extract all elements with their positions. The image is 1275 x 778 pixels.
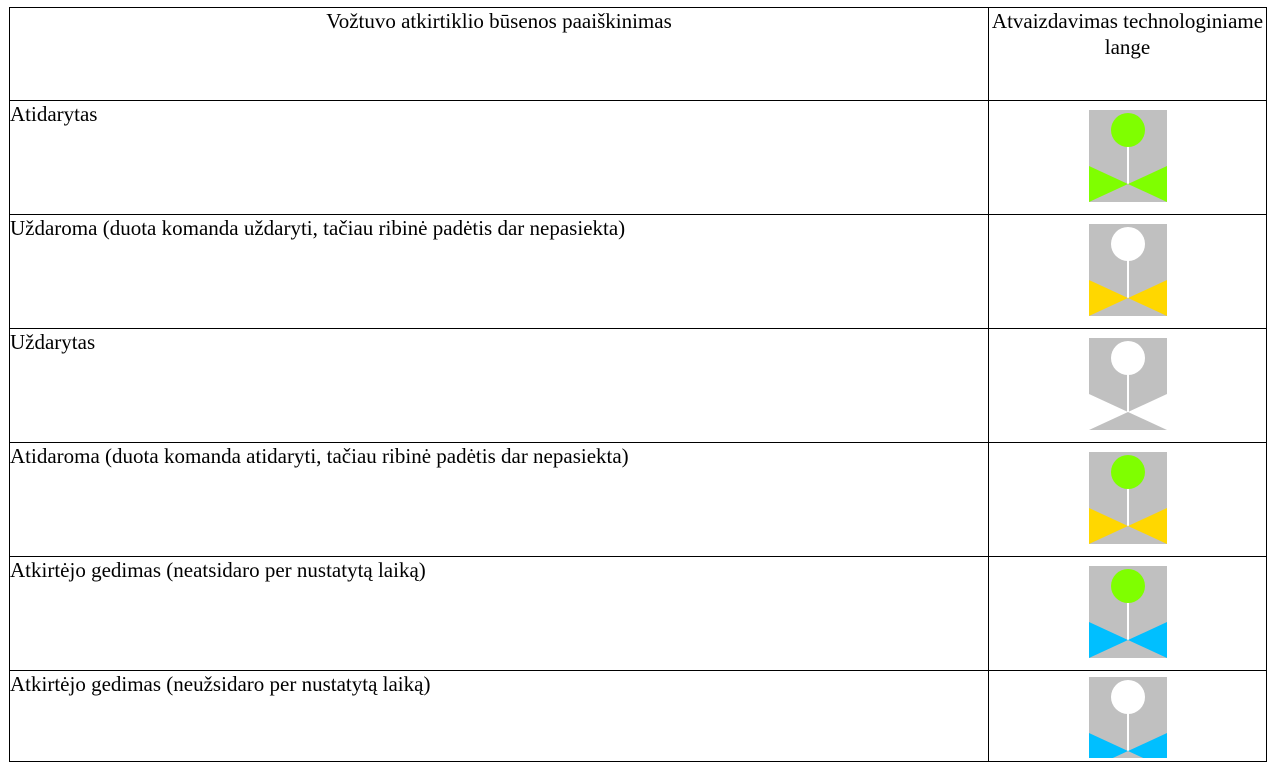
actuator-head bbox=[1111, 569, 1145, 603]
valve-fault-not-opening-icon bbox=[1089, 566, 1167, 658]
valve-status-table bbox=[9, 7, 1267, 762]
actuator-head bbox=[1111, 113, 1145, 147]
table-row bbox=[10, 443, 1267, 557]
header-description: Vožtuvo atkirtiklio būsenos paaiškinimas bbox=[10, 8, 989, 101]
actuator-head bbox=[1111, 455, 1145, 489]
valve-open-icon bbox=[1089, 110, 1167, 202]
table-row bbox=[10, 329, 1267, 443]
actuator-head bbox=[1111, 227, 1145, 261]
table-row bbox=[10, 671, 1267, 762]
header-display: Atvaizdavimas technologiniame lange bbox=[989, 8, 1267, 101]
valve-fault-not-closing-icon bbox=[1089, 677, 1167, 758]
row-description: Atidaroma (duota komanda atidaryti, tačiau ribinė padėtis dar nepasiekta) bbox=[10, 443, 989, 557]
row-description: Atkirtėjo gedimas (neužsidaro per nustatytą laiką) bbox=[10, 671, 989, 762]
row-description: Uždaroma (duota komanda uždaryti, tačiau ribinė padėtis dar nepasiekta) bbox=[10, 215, 989, 329]
table-row bbox=[10, 101, 1267, 215]
table-row bbox=[10, 215, 1267, 329]
actuator-head bbox=[1111, 680, 1145, 714]
table-header-row bbox=[10, 8, 1267, 101]
valve-closing-icon bbox=[1089, 224, 1167, 316]
valve-closed-icon bbox=[1089, 338, 1167, 430]
row-description: Uždarytas bbox=[10, 329, 989, 443]
row-description: Atkirtėjo gedimas (neatsidaro per nustatytą laiką) bbox=[10, 557, 989, 671]
actuator-head bbox=[1111, 341, 1145, 375]
table-row bbox=[10, 557, 1267, 671]
valve-opening-icon bbox=[1089, 452, 1167, 544]
row-description: Atidarytas bbox=[10, 101, 989, 215]
